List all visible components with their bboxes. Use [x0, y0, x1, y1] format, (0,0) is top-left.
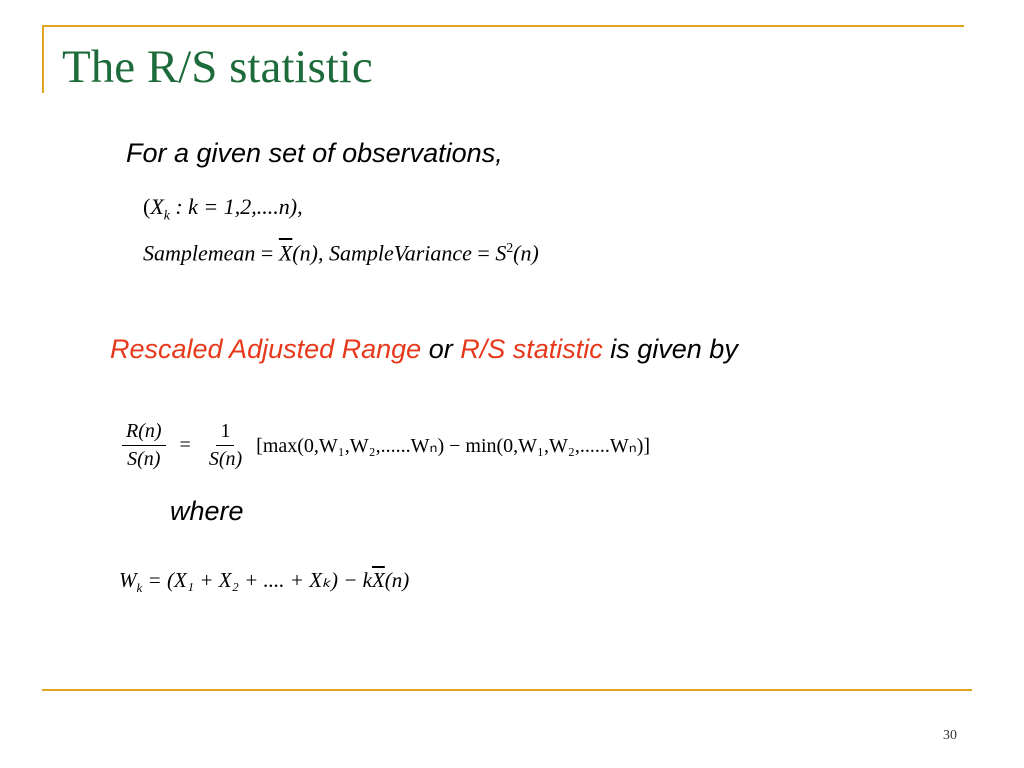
top-rule: [42, 25, 964, 27]
lhs-fraction: $\frac{R(n)}{S(n)}$: [122, 420, 166, 471]
observations-equation: ($X_k$ : k = 1,2,....n),: [143, 194, 303, 223]
x-bar-symbol: $\overline{X}$: [278, 240, 293, 266]
page-number: 30: [943, 728, 957, 743]
rhs-fraction: $\frac{1}{S(n)}$: [208, 420, 243, 470]
intro-text: For a given set of observations,: [126, 138, 503, 168]
equals-sign: =: [179, 434, 191, 456]
w-formula: $W_k = (X_1 + X_2$ + .... + $X_k) - k\overline{X}(n)$: [119, 568, 410, 596]
x-bar-symbol: $\overline{X}$: [371, 568, 385, 592]
slide-title: The R/S statistic: [62, 41, 373, 93]
rs-definition-heading: Rescaled Adjusted Range or R/S statistic is given by: [110, 334, 738, 364]
range-expression: [max(0,W₁,W₂,......Wₙ) − min(0,W₁,W₂,......Wₙ)]: [256, 435, 651, 457]
x-symbol: X: [150, 194, 164, 219]
rs-formula: [116, 420, 650, 471]
bottom-rule: [42, 689, 972, 691]
left-rule: [42, 25, 44, 93]
mean-variance-equation: Samplemean = $\overline{X}(n)$, SampleVariance = $S^2(n)$: [143, 240, 539, 266]
where-label: where: [170, 496, 244, 526]
